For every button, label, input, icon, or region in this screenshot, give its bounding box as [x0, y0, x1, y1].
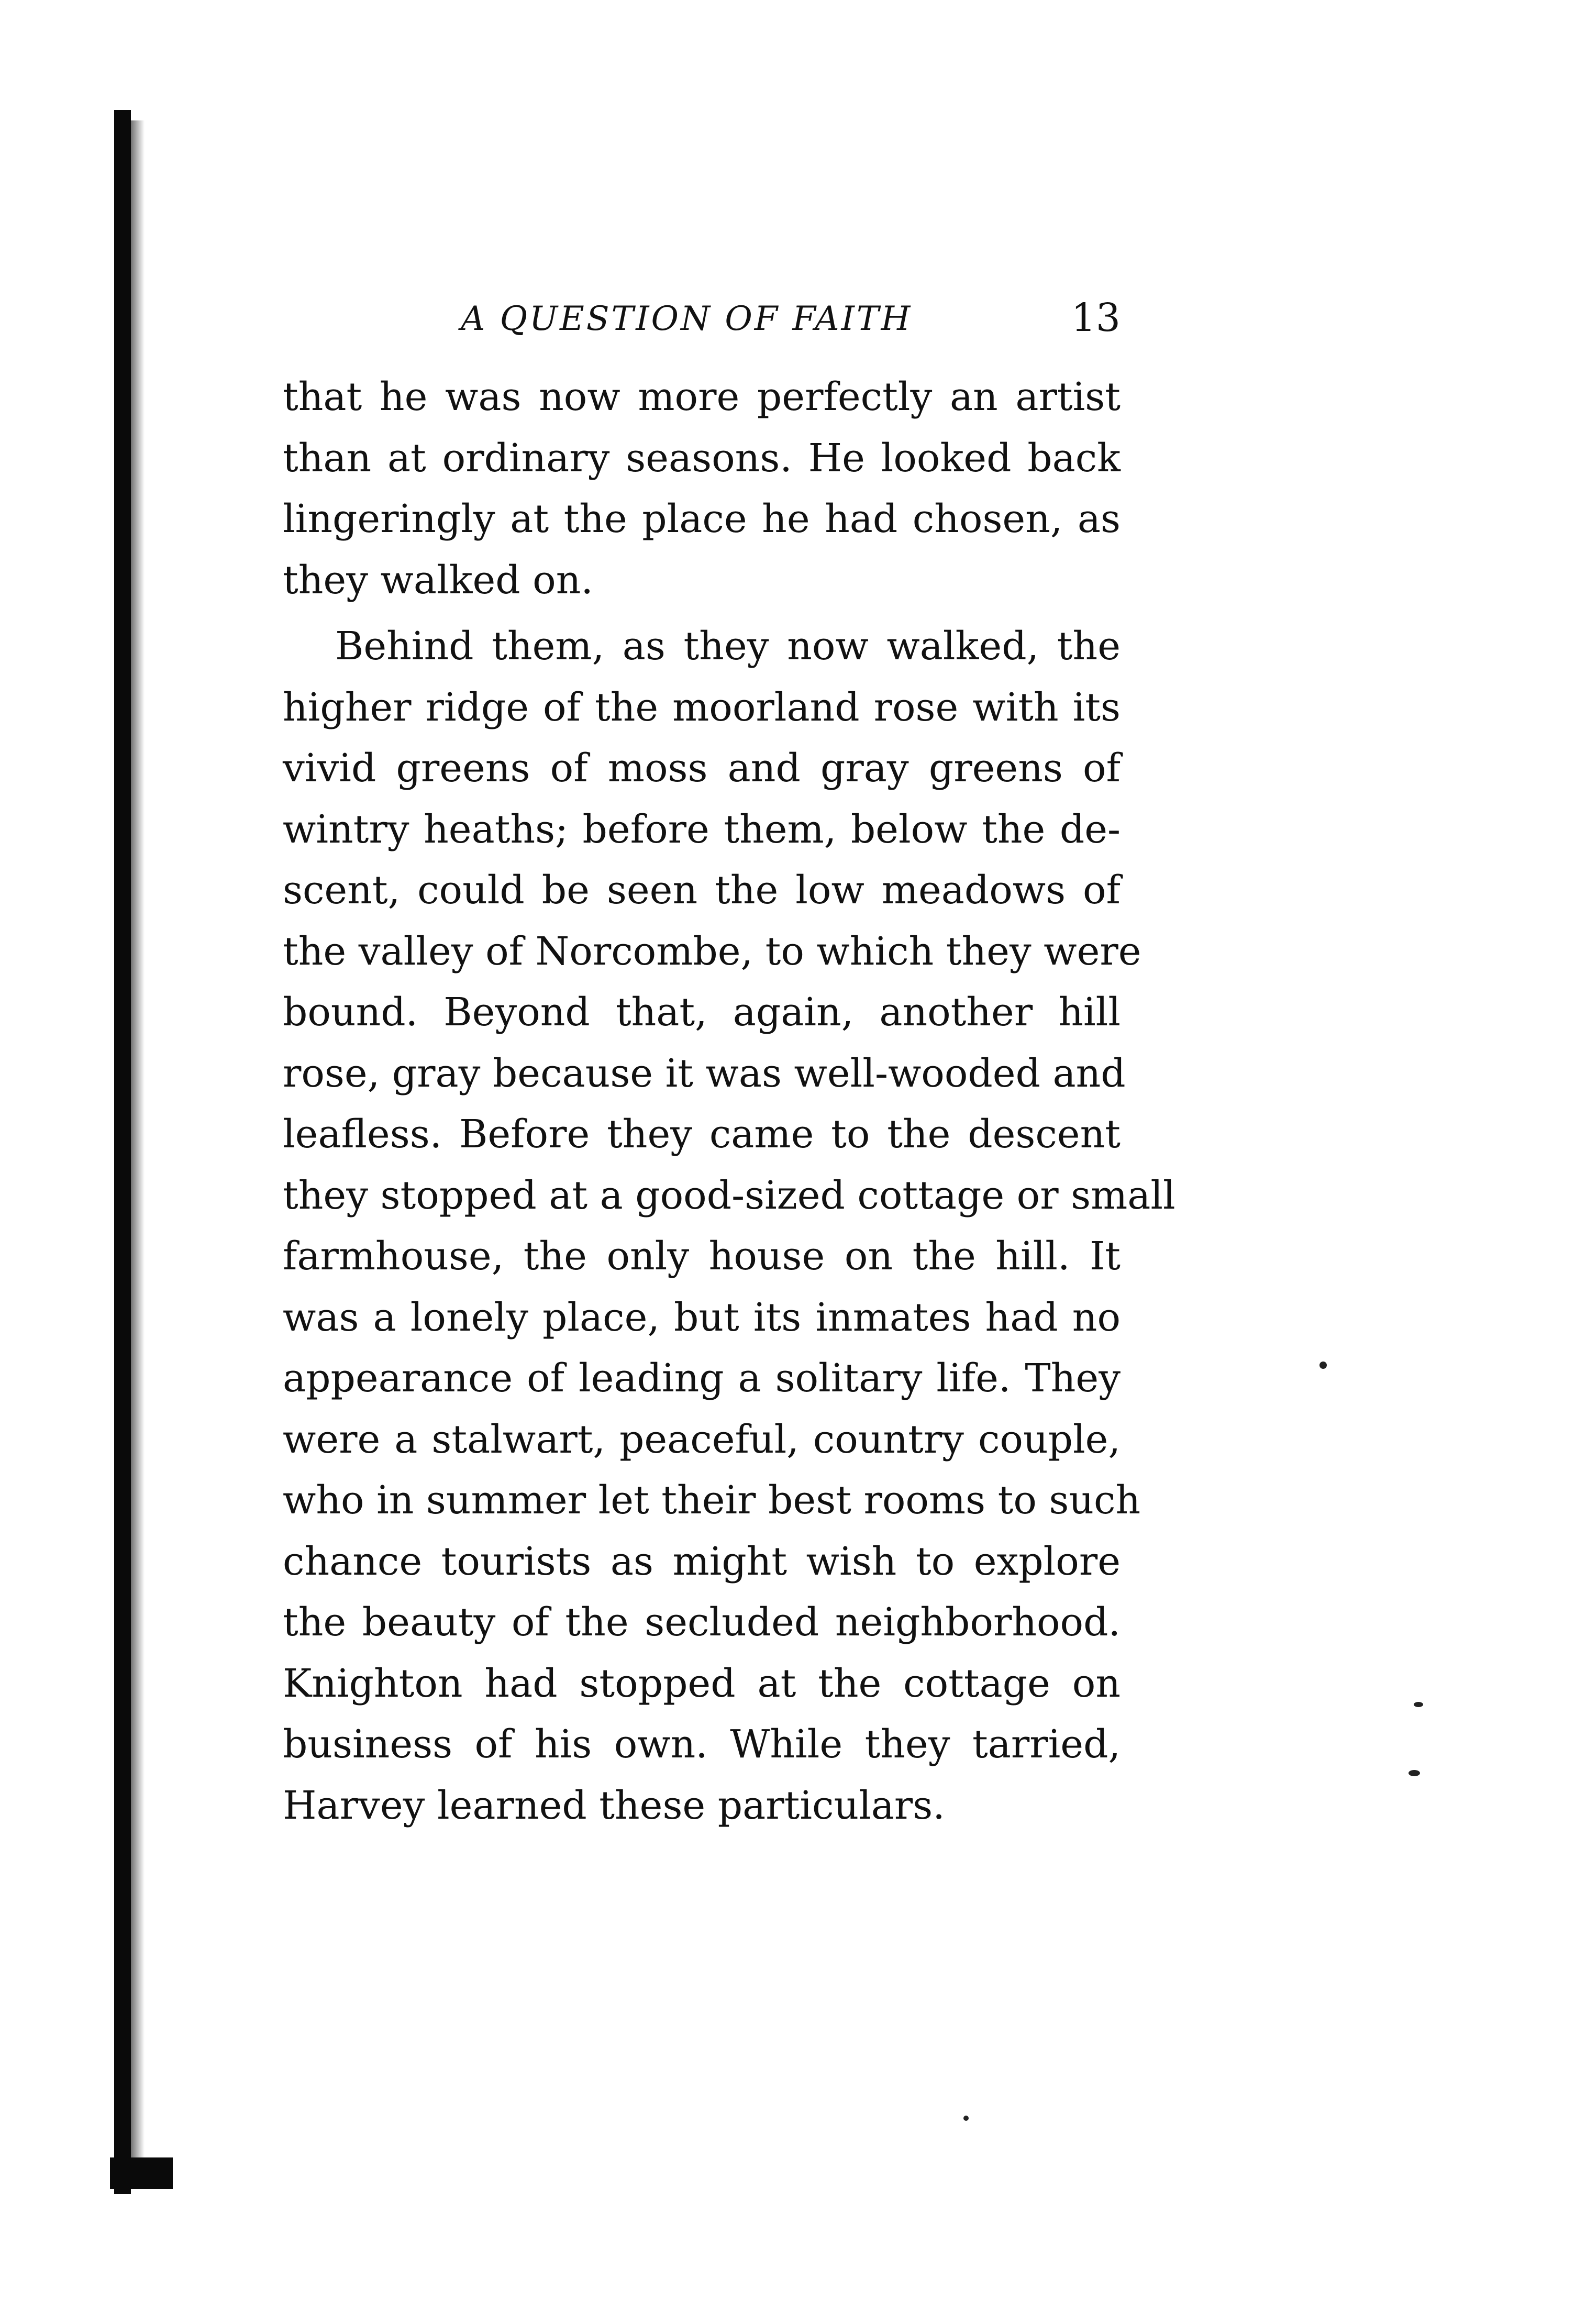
text-line: they walked on. — [283, 557, 593, 603]
text-line: the beauty of the secluded neighborhood. — [283, 1600, 1121, 1645]
page-gutter-foot — [110, 2157, 173, 2189]
text-line: scent, could be seen the low meadows of — [283, 868, 1121, 913]
text-line: Knighton had stopped at the cottage on — [283, 1661, 1121, 1706]
text-line: who in summer let their best rooms to such — [283, 1478, 1141, 1523]
running-head — [283, 295, 1121, 341]
text-line: leafless. Before they came to the descent — [283, 1112, 1121, 1157]
text-line: farmhouse, the only house on the hill. It — [283, 1234, 1121, 1279]
text-line: bound. Beyond that, again, another hill — [283, 990, 1121, 1035]
text-line: rose, gray because it was well-wooded and — [283, 1050, 1126, 1096]
paragraph — [283, 367, 1121, 611]
text-line: vivid greens of moss and gray greens of — [283, 746, 1121, 791]
body-text — [283, 367, 1175, 1836]
text-line: than at ordinary seasons. He looked back — [283, 435, 1121, 481]
scan-speck — [1408, 1770, 1420, 1776]
text-line: higher ridge of the moorland rose with its — [283, 684, 1121, 730]
paragraph-gap — [283, 611, 1121, 616]
text-line: appearance of leading a solitary life. They — [283, 1356, 1121, 1401]
page-number: 13 — [1071, 295, 1121, 340]
text-line: were a stalwart, peaceful, country couple, — [283, 1416, 1121, 1462]
text-line: they stopped at a good-sized cottage or small — [283, 1172, 1175, 1218]
text-line: business of his own. While they tarried, — [283, 1722, 1121, 1767]
page-gutter-shadow — [114, 110, 131, 2194]
text-line: the valley of Norcombe, to which they were — [283, 928, 1141, 974]
text-line: Harvey learned these particulars. — [283, 1783, 945, 1828]
running-title: A QUESTION OF FAITH — [461, 300, 913, 338]
text-line: that he was now more perfectly an artist — [283, 374, 1121, 419]
text-line: Behind them, as they now walked, the — [335, 624, 1121, 669]
text-line: lingeringly at the place he had chosen, as — [283, 496, 1121, 541]
page-gutter-fade — [131, 120, 145, 2189]
text-line: was a lonely place, but its inmates had no — [283, 1294, 1121, 1340]
paragraph — [283, 616, 1175, 1836]
text-line: chance tourists as might wish to explore — [283, 1539, 1121, 1584]
scan-speck — [963, 2116, 969, 2121]
scan-speck — [1319, 1362, 1327, 1369]
scan-speck — [1414, 1702, 1423, 1707]
text-line: wintry heaths; before them, below the de- — [283, 806, 1121, 852]
